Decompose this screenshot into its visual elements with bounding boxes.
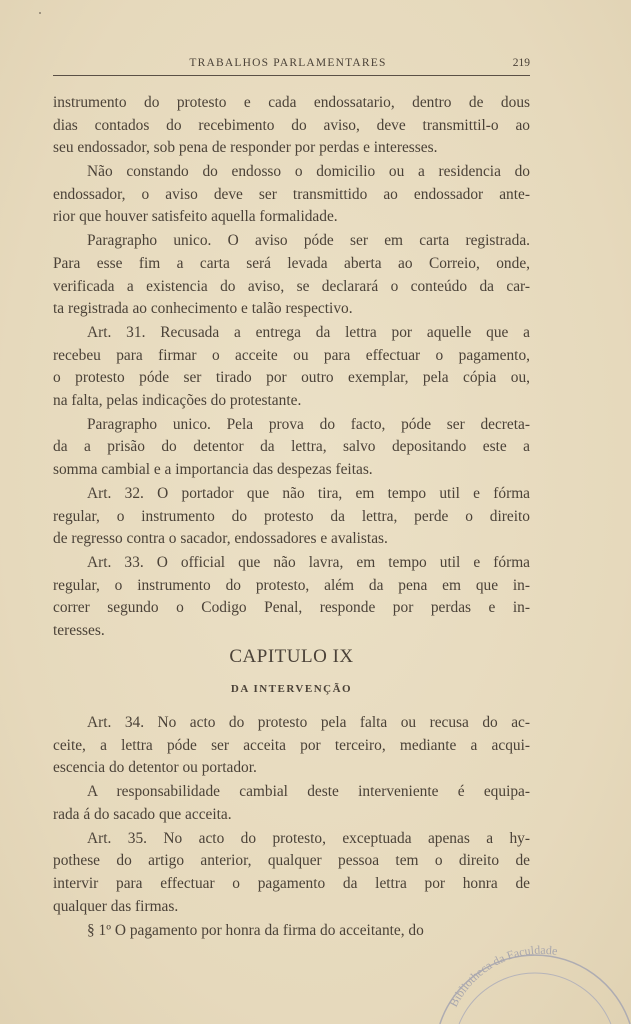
text-line: endossador, o aviso deve ser transmittido ao endossador ante- xyxy=(53,185,530,203)
text-line: recebeu para firmar o acceite ou para effectuar o pagamento, xyxy=(53,346,530,364)
text-line: rada á do sacado que acceita. xyxy=(53,805,232,823)
text-line: intervir para effectuar o pagamento da lettra por honra de xyxy=(53,874,530,892)
text-line: de regresso contra o sacador, endossadores e avalistas. xyxy=(53,530,388,548)
stamp-text: Bibliotheca da Faculdade xyxy=(446,945,559,1010)
text-line: regular, o instrumento do protesto da lettra, perde o direito xyxy=(53,507,530,525)
paragraph xyxy=(53,828,530,918)
paragraph xyxy=(53,920,530,943)
paragraph xyxy=(53,92,530,160)
text-line: correr segundo o Codigo Penal, responde por perdas e in- xyxy=(53,599,530,617)
text-line: Art. 34. No acto do protesto pela falta ou recusa do ac- xyxy=(87,714,530,731)
text-line: Não constando do endosso o domicilio ou a residencia do xyxy=(87,163,530,181)
text-line: ta registrada ao conhecimento e talão respectivo. xyxy=(53,300,353,318)
text-line: instrumento do protesto e cada endossatario, dentro de dous xyxy=(53,94,530,111)
running-header: TRABALHOS PARLAMENTARES xyxy=(189,57,387,69)
text-line: na falta, pelas indicações do protestante. xyxy=(53,391,302,409)
text-line: Art. 33. O official que não lavra, em tempo util e fórma xyxy=(87,554,530,572)
chapter-subtitle: DA INTERVENÇÃO xyxy=(230,683,353,695)
text-line: rior que houver satisfeito aquella formalidade. xyxy=(53,208,338,226)
text-line: da a prisão do detentor da lettra, salvo depositando este a xyxy=(53,438,530,456)
text-line: pothese do artigo anterior, qualquer pessoa tem o direito de xyxy=(53,852,530,870)
text-line: verificada a existencia do aviso, se declarará o conteúdo da car- xyxy=(53,277,530,295)
paragraph xyxy=(53,712,530,780)
speck xyxy=(39,12,41,14)
text-line: o protesto póde ser tirado por outro exemplar, pela cópia ou, xyxy=(53,369,530,387)
text-line: A responsabilidade cambial deste interveniente é equipa- xyxy=(87,783,530,801)
text-line: Art. 32. O portador que não tira, em tempo util e fórma xyxy=(87,485,530,503)
text-line: seu endossador, sob pena de responder por perdas e interesses. xyxy=(53,139,438,157)
text-line: regular, o instrumento do protesto, além da pena em que in- xyxy=(53,576,530,594)
paragraph xyxy=(53,161,530,229)
paragraph xyxy=(53,414,530,482)
header-rule xyxy=(53,75,530,76)
library-stamp xyxy=(420,945,631,1024)
text-block-articles-34-35 xyxy=(53,712,530,944)
stamp-inner-ring xyxy=(459,973,611,1024)
chapter-title: CAPITULO IX xyxy=(229,646,354,667)
page-number: 219 xyxy=(512,57,530,69)
text-line: Paragrapho unico. O aviso póde ser em carta registrada. xyxy=(87,232,530,250)
text-line: escencia do detentor ou portador. xyxy=(53,759,257,777)
text-line: Paragrapho unico. Pela prova do facto, póde ser decreta- xyxy=(87,415,530,433)
text-block-articles-30-33 xyxy=(53,92,530,644)
text-line: Art. 35. No acto do protesto, exceptuada apenas a hy- xyxy=(87,829,530,847)
text-line: somma cambial e a importancia das despezas feitas. xyxy=(53,461,373,479)
text-line: Art. 31. Recusada a entrega da lettra por aquelle que a xyxy=(87,324,530,342)
text-line: § 1º O pagamento por honra da firma do acceitante, do xyxy=(87,921,424,939)
paragraph xyxy=(53,483,530,551)
paragraph xyxy=(53,322,530,412)
paragraph xyxy=(53,230,530,320)
paragraph xyxy=(53,781,530,826)
text-line: Para esse fim a carta será levada aberta ao Correio, onde, xyxy=(53,254,530,272)
text-line: ceite, a lettra póde ser acceita por terceiro, mediante a acqui- xyxy=(53,736,530,754)
paragraph xyxy=(53,552,530,642)
text-line: teresses. xyxy=(53,622,105,639)
text-line: dias contados do recebimento do aviso, deve transmittil-o ao xyxy=(53,116,530,134)
text-line: qualquer das firmas. xyxy=(53,897,179,915)
